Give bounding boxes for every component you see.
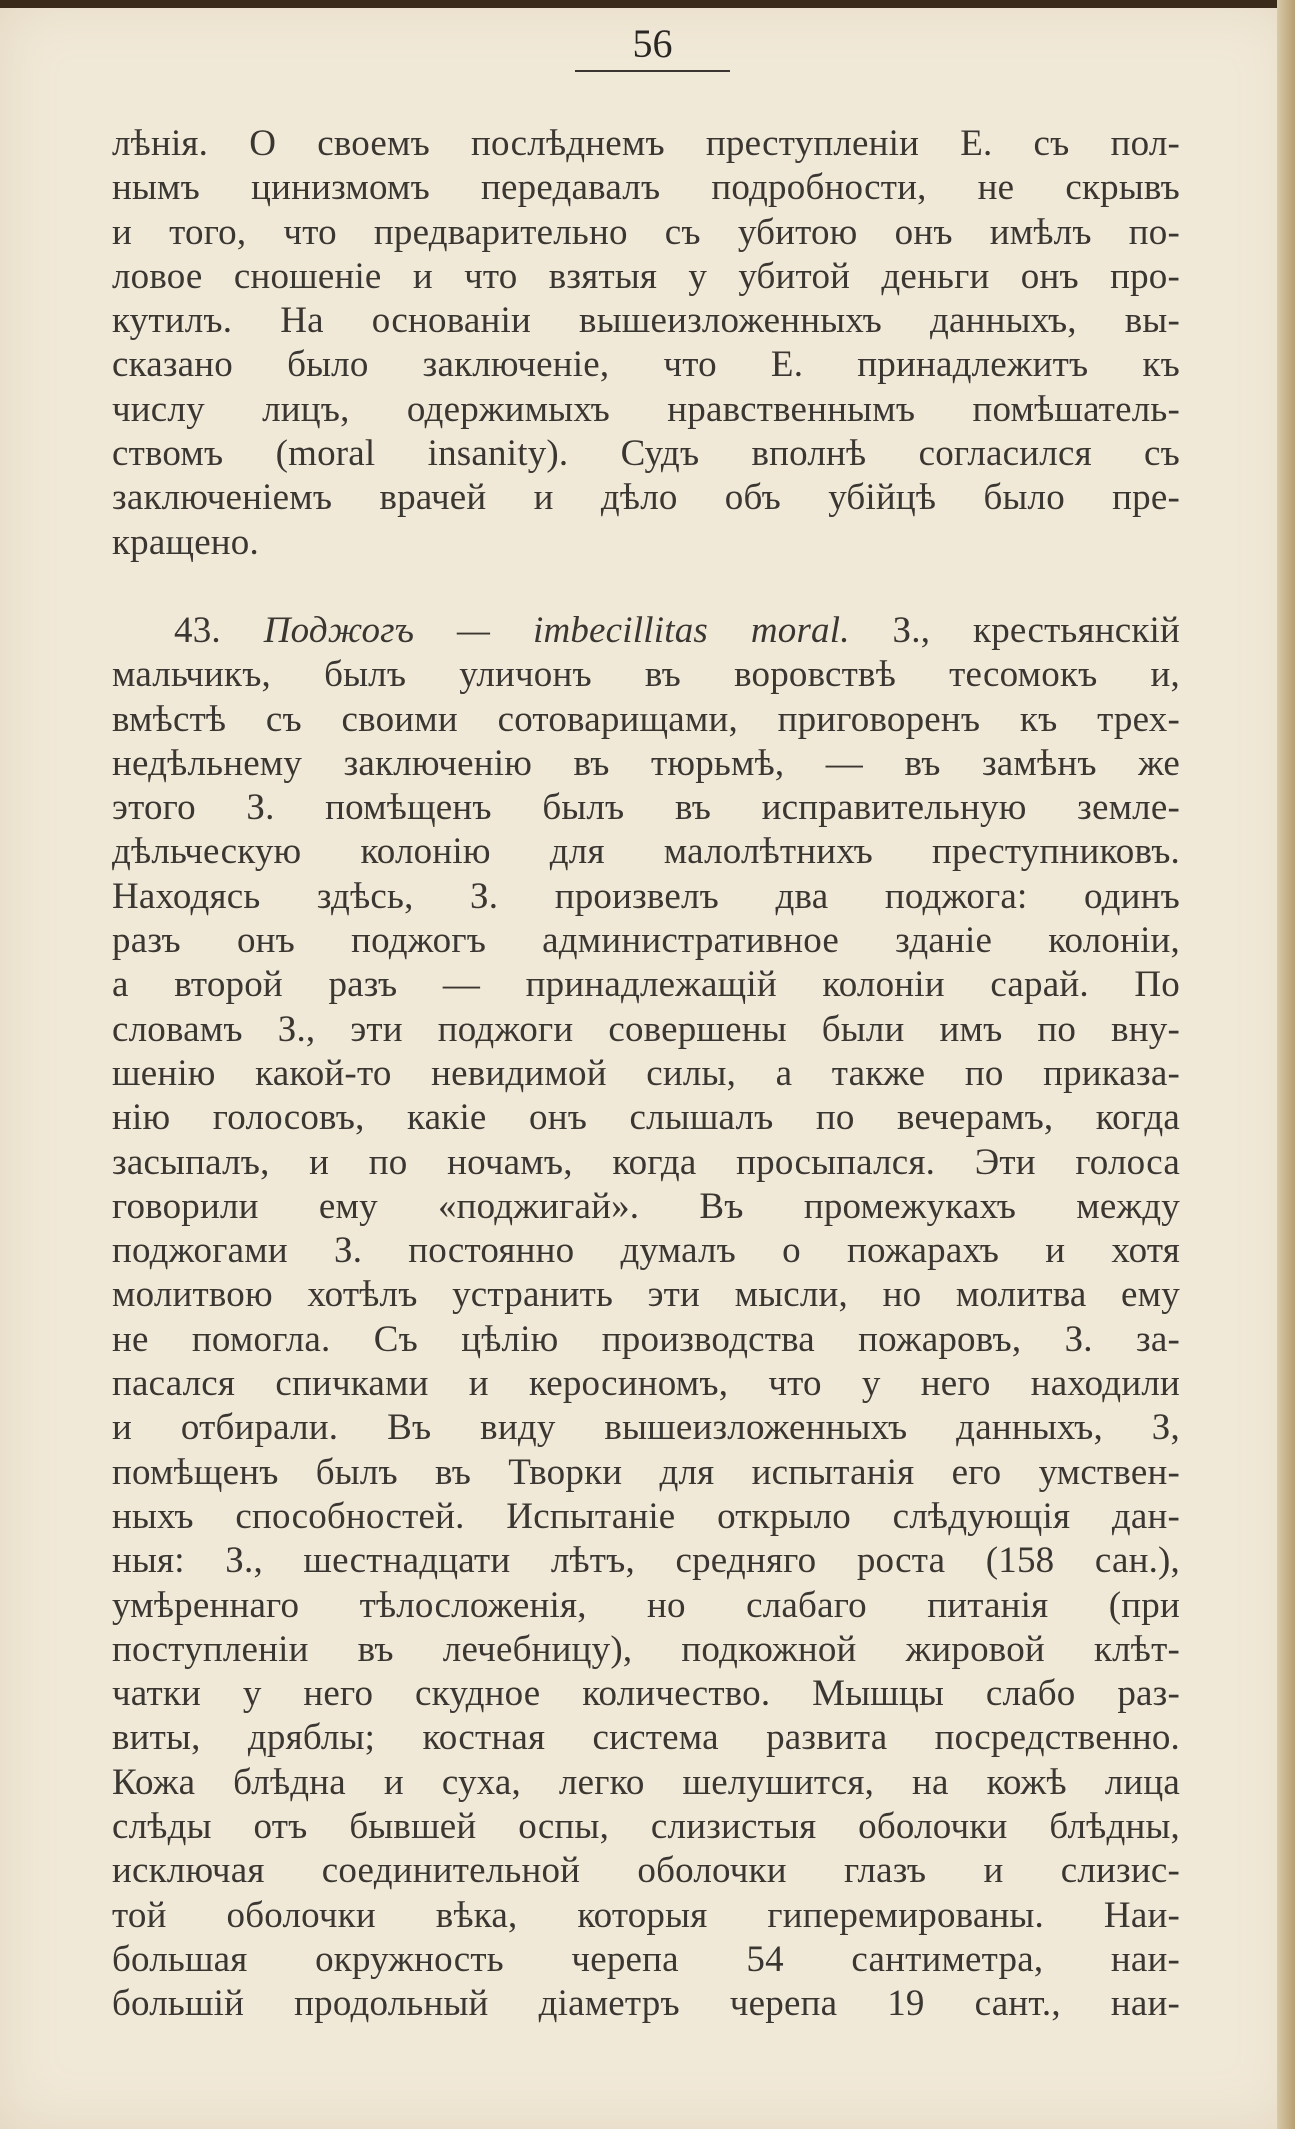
- body-text: [112, 122, 1180, 2026]
- text-line: большій продольный діаметръ черепа 19 сант., наи-: [112, 1983, 1180, 2025]
- text-line: недѣльнему заключенію въ тюрьмѣ, — въ замѣнъ же: [112, 742, 1180, 784]
- text-line: а второй разъ — принадлежащій колоніи сарай. По: [112, 964, 1180, 1006]
- text-line: виты, дряблы; костная система развита посредственно.: [112, 1717, 1180, 1759]
- case-title: Поджогъ — imbecillitas moral.: [263, 609, 850, 651]
- text-line: сказано было заключеніе, что Е. принадлежитъ къ: [112, 344, 1180, 386]
- text-line: Находясь здѣсь, З. произвелъ два поджога: одинъ: [112, 875, 1180, 917]
- paragraph-gap: [112, 565, 1180, 609]
- text-line: кращено.: [112, 521, 259, 563]
- text-line: дѣльческую колонію для малолѣтнихъ преступниковъ.: [112, 831, 1180, 873]
- text-line: мальчикъ, былъ уличонъ въ воровствѣ тесомокъ и,: [112, 654, 1180, 696]
- text-line: ныя: З., шестнадцати лѣтъ, средняго роста (158 сан.),: [112, 1540, 1180, 1582]
- text-line: нымъ цинизмомъ передавалъ подробности, не скрывъ: [112, 167, 1180, 209]
- text-line: шенію какой-то невидимой силы, а также по приказа-: [112, 1052, 1180, 1094]
- text-line: большая окружность черепа 54 сантиметра, наи-: [112, 1938, 1180, 1980]
- text-line: помѣщенъ былъ въ Творки для испытанія его умствен-: [112, 1451, 1180, 1493]
- text-line: нію голосовъ, какіе онъ слышалъ по вечерамъ, когда: [112, 1097, 1180, 1139]
- text-line: вмѣстѣ съ своими сотоварищами, приговоренъ къ трех-: [112, 698, 1180, 740]
- text-line: той оболочки вѣка, которыя гиперемированы. Наи-: [112, 1894, 1180, 1936]
- text-line: поступленіи въ лечебницу), подкожной жировой клѣт-: [112, 1628, 1180, 1670]
- text-line: и отбирали. Въ виду вышеизложенныхъ данныхъ, З,: [112, 1407, 1180, 1449]
- text-line: поджогами З. постоянно думалъ о пожарахъ и хотя: [112, 1230, 1180, 1272]
- text-line: словамъ З., эти поджоги совершены были имъ по вну-: [112, 1008, 1180, 1050]
- text-line: исключая соединительной оболочки глазъ и слизис-: [112, 1850, 1180, 1892]
- text-line: не помогла. Съ цѣлію производства пожаровъ, З. за-: [112, 1318, 1180, 1360]
- text-line: слѣды отъ бывшей оспы, слизистыя оболочки блѣдны,: [112, 1805, 1180, 1847]
- text-line: числу лицъ, одержимыхъ нравственнымъ помѣшатель-: [112, 388, 1180, 430]
- text-line: засыпалъ, и по ночамъ, когда просыпался. Эти голоса: [112, 1141, 1180, 1183]
- text-line: ловое сношеніе и что взятыя у убитой деньги онъ про-: [112, 255, 1180, 297]
- text-line: молитвою хотѣлъ устранить эти мысли, но молитва ему: [112, 1274, 1180, 1316]
- page-number-rule: [575, 70, 730, 72]
- text-line: разъ онъ поджогъ административное зданіе колоніи,: [112, 920, 1180, 962]
- text-line: говорили ему «поджигай». Въ промежукахъ между: [112, 1185, 1180, 1227]
- case-heading-line: [112, 609, 1180, 653]
- text-line: пасался спичками и керосиномъ, что у него находили: [112, 1363, 1180, 1405]
- text-line: умѣреннаго тѣлосложенія, но слабаго питанія (при: [112, 1584, 1180, 1626]
- case-number: 43.: [174, 609, 221, 651]
- text-line: заключеніемъ врачей и дѣло объ убійцѣ было пре-: [112, 477, 1180, 519]
- scan-right-edge: [1277, 0, 1295, 2129]
- text-line: лѣнія. О своемъ послѣднемъ преступленіи Е. съ пол-: [112, 123, 1180, 164]
- text-line: ствомъ (moral insanity). Судъ вполнѣ согласился съ: [112, 433, 1180, 475]
- text-line: кутилъ. На основаніи вышеизложенныхъ данныхъ, вы-: [112, 300, 1180, 342]
- text-line: и того, что предварительно съ убитою онъ имѣлъ по-: [112, 211, 1180, 253]
- text-line: Кожа блѣдна и суха, легко шелушится, на кожѣ лица: [112, 1761, 1180, 1803]
- page-number: 56: [632, 21, 673, 66]
- text-line: чатки у него скудное количество. Мышцы слабо раз-: [112, 1673, 1180, 1715]
- scan-top-edge: [0, 0, 1295, 8]
- case-heading-rest: З., крестьянскій: [892, 609, 1180, 651]
- text-line: ныхъ способностей. Испытаніе открыло слѣдующія дан-: [112, 1495, 1180, 1537]
- text-line: этого З. помѣщенъ былъ въ исправительную земле-: [112, 787, 1180, 829]
